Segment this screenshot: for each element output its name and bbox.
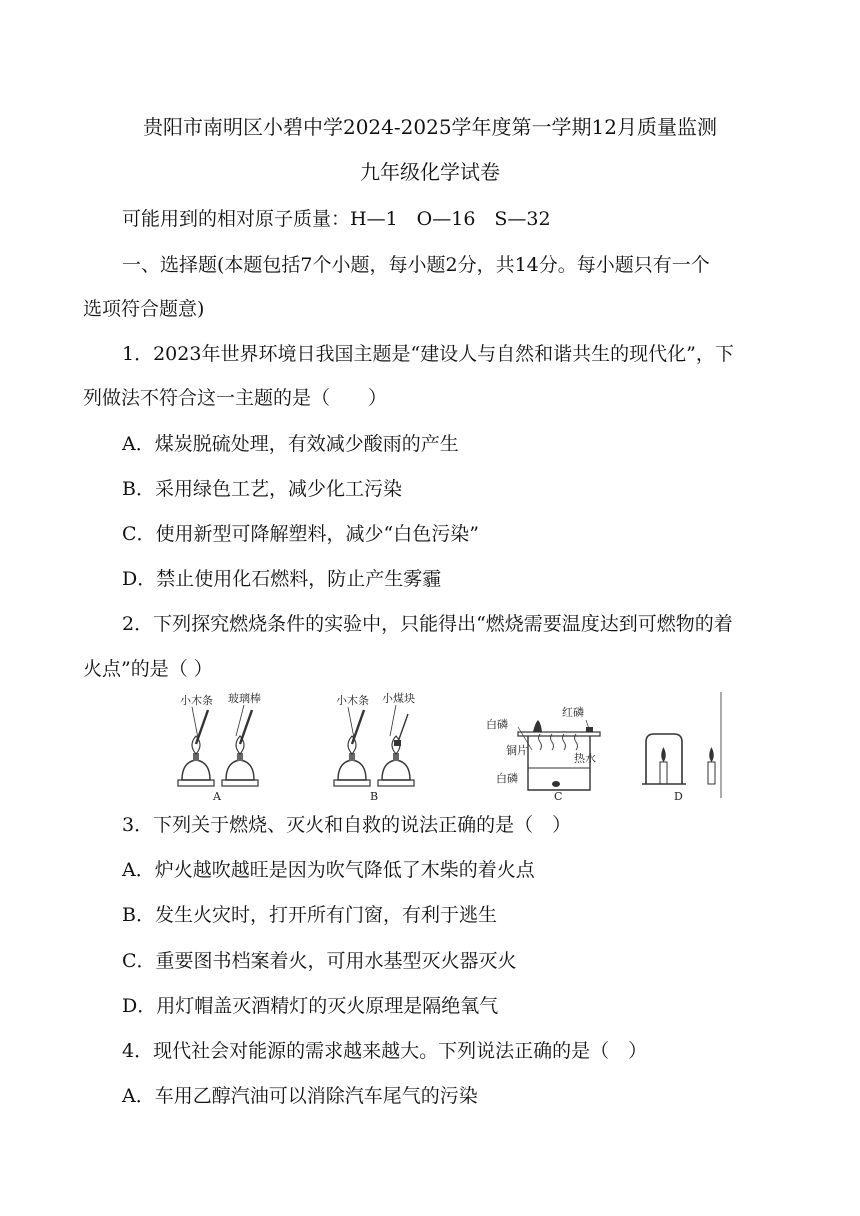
caption-b: B	[370, 790, 379, 803]
caption-c: C	[554, 790, 563, 803]
label-c-hot-water: 热水	[574, 752, 596, 765]
section-heading: 一、选择题(本题包括7个小题，每小题2分，共14分。每小题只有一个	[122, 254, 710, 276]
combustion-experiment-figure	[168, 690, 728, 802]
figure-panel-d	[642, 692, 721, 803]
caption-a: A	[213, 790, 221, 803]
question-4-stem: 4．现代社会对能源的需求越来越大。下列说法正确的是（ ）	[122, 1040, 648, 1062]
question-3-option-c: C．重要图书档案着火，可用水基型灭火器灭火	[122, 950, 517, 972]
question-1-option-a: A．煤炭脱硫处理，有效减少酸雨的产生	[122, 433, 459, 455]
question-1-stem: 1．2023年世界环境日我国主题是“建设人与自然和谐共生的现代化”，下	[122, 343, 734, 365]
label-a-stick: 小木条	[180, 694, 213, 707]
question-1-option-d: D．禁止使用化石燃料，防止产生雾霾	[122, 568, 442, 590]
figure-panel-a	[178, 691, 261, 803]
question-4-option-a: A．车用乙醇汽油可以消除汽车尾气的污染	[122, 1085, 478, 1107]
label-b-stick: 小木条	[336, 694, 369, 707]
figure-panel-c	[486, 705, 600, 803]
question-3-option-b: B．发生火灾时，打开所有门窗，有利于逃生	[122, 904, 497, 926]
label-c-white-phosphorus-water: 白磷	[496, 772, 518, 785]
section-heading-cont: 选项符合题意)	[83, 298, 205, 320]
question-1-stem-cont: 列做法不符合这一主题的是（ ）	[83, 387, 388, 409]
caption-d: D	[674, 790, 683, 803]
question-3-option-a: A．炉火越吹越旺是因为吹气降低了木柴的着火点	[122, 859, 535, 881]
atomic-mass-note: 可能用到的相对原子质量：H—1 O—16 S—32	[122, 208, 551, 230]
label-c-red-phosphorus: 红磷	[562, 706, 584, 719]
label-c-copper-sheet: 铜片	[506, 744, 528, 757]
exam-title: 贵阳市南明区小碧中学2024-2025学年度第一学期12月质量监测	[142, 115, 717, 139]
label-b-coal: 小煤块	[382, 692, 415, 705]
question-3-stem: 3．下列关于燃烧、灭火和自救的说法正确的是（ ）	[122, 814, 572, 836]
question-2-stem-cont: 火点”的是（ ）	[83, 658, 213, 680]
question-2-stem: 2．下列探究燃烧条件的实验中，只能得出“燃烧需要温度达到可燃物的着	[122, 613, 733, 635]
label-a-glassrod: 玻璃棒	[228, 692, 261, 705]
label-c-white-phosphorus-top: 白磷	[486, 718, 508, 731]
exam-subtitle: 九年级化学试卷	[360, 160, 500, 184]
question-1-option-b: B．采用绿色工艺，减少化工污染	[122, 478, 402, 500]
question-3-option-d: D．用灯帽盖灭酒精灯的灭火原理是隔绝氧气	[122, 995, 499, 1017]
figure-panel-b	[334, 691, 415, 803]
question-1-option-c: C．使用新型可降解塑料，减少“白色污染”	[122, 523, 479, 545]
